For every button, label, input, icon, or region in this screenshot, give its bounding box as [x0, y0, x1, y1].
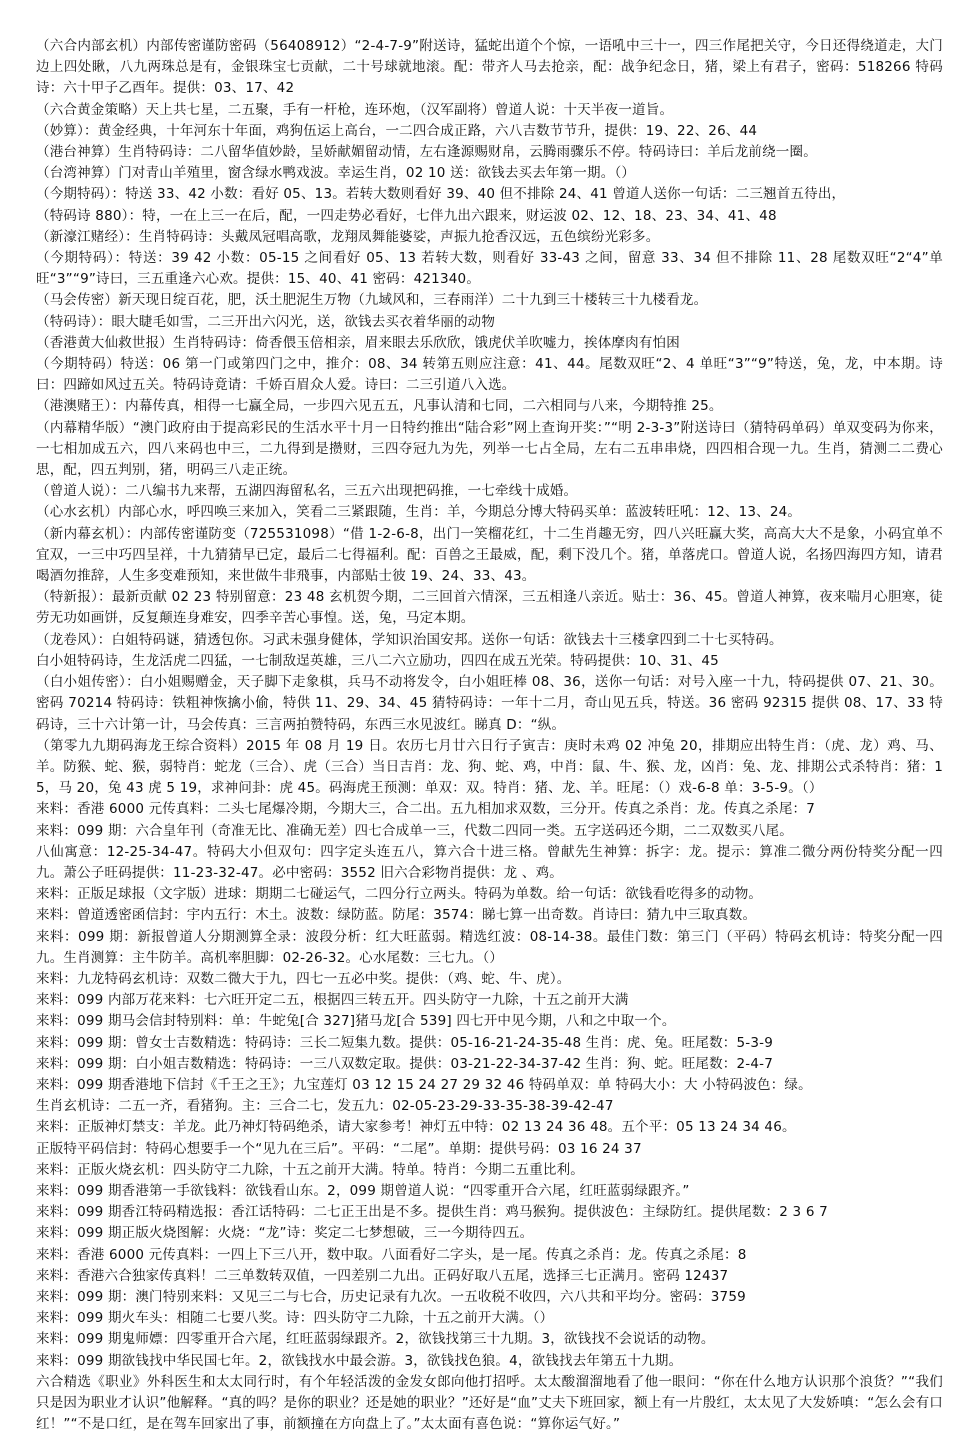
paragraph: 来料：099 期香港地下信封《千王之王》；九宝莲灯 03 12 15 24 27 29 32 46 特码单双：单 特码大小：大 小特码波色：绿。	[36, 1076, 812, 1093]
paragraph: （马会传密）新天现日绽百花，肥，沃土肥泥生万物（九域风和，三春雨洋）二十九到三十楼转三十九楼看龙。	[36, 292, 708, 309]
paragraph: （今期特码）：特送：39 42 小数：05-15 之间看好 05、13 若转大数，则看好 33-43 之间，留意 33、34 但不排除 11、28 尾数双旺“2“4”单旺“3”“9”诗曰，三五重逢六心欢。提供：15、40、41 密码：421340。	[36, 250, 943, 288]
paragraph: （台湾神算）门对青山羊殖里，窗含绿水鸭戏波。幸运生肖，02 10 送：欲钱去买去年第一期。（）	[36, 165, 636, 182]
paragraph: （第零九九期码海龙王综合资料）2015 年 08 月 19 日。农历七月廿六日行子寅吉：庚时未鸡 02 冲兔 20，排期应出特生肖：（虎、龙）鸡、马、羊。防猴、蛇、猴，弱特肖：蛇龙（三合）、虎（三合）当日吉肖：龙、狗、蛇、鸡，中肖：鼠、牛、猴、龙，凶肖：兔、龙、排期公式杀特肖：猪：15，马 20，兔 43 虎 5 19，求神问卦：虎 45。码海虎王预测：单双：双。特肖：猪、龙、羊。旺尾：（）戏-6-8 单：3-5-9。（）	[36, 737, 943, 797]
paragraph: 来料：099 期：曾女士吉数精选：特码诗：三长二短集九数。提供：05-16-21-24-35-48 生肖：虎、兔。旺尾数：5-3-9	[36, 1034, 773, 1051]
paragraph: （内幕精华版）“澳门政府由于提高彩民的生活水平十月一日特约推出“陆合彩”网上查询开奖：”“明 2-3-3”附送诗曰（猜特码单码）单双变码为你来，一七相加成五六，四八来码也中三，二九得到是攒财，三四夺冠九为先，列举一七占全局，左右二五串串烧，四四相合现一九。生肖，猜测二二费心思，配，四五判别，猪，明码三八走正统。	[36, 419, 943, 479]
paragraph: （港澳赌王）：内幕传真，相得一七赢全局，一步四六见五五，凡事认清和七同，二六相同与八来，今期特推 25。	[36, 398, 723, 415]
paragraph: 来料：099 期：白小姐吉数精选：特码诗：一三八双数定取。提供：03-21-22-34-37-42 生肖：狗、蛇。旺尾数：2-4-7	[36, 1055, 773, 1072]
paragraph: 来料：099 期：新报曾道人分期测算全录：波段分析：红大旺蓝弱。精选红波：08-14-38。最佳门数：第三门（平码）特码玄机诗：特奖分配一四九。生肖测算：主牛防羊。高机率胆脚：02-26-32。心水尾数：三七九。（）	[36, 928, 943, 966]
paragraph: 正版特平码信封：特码心想要手一个“见九在三后”。平码：“二尾”。单期：提供号码：03 16 24 37	[36, 1140, 642, 1157]
paragraph: 来料：曾道透密函信封：宇内五行：木土。波数：绿防蓝。防尾：3574：睇七算一出奇数。肖诗曰：猜九中三取真数。	[36, 907, 757, 924]
paragraph: 六合精选《职业》外科医生和太太同行时，有个年轻活泼的金发女郎向他打招呼。太太酸溜溜地看了他一眼问：“你在什么地方认识那个浪货？”“我们只是因为职业才认识”他解释。“真的吗？是你的职业？还是她的职业？”还好是“血”丈夫下班回家，额上有一片殷红，太太见了大发娇嗔：“怎么会有口红！”“不是口红，是在驾车回家出了事，前额撞在方向盘上了。”太太面有喜色说：“算你运气好。”	[36, 1373, 943, 1433]
paragraph: 来料：正版火烧玄机：四头防守二九除，十五之前开大满。特单。特肖：今期二五重比利。	[36, 1161, 584, 1178]
paragraph: （六合黄金策略）天上共七星，二五聚，手有一杆枪，连环炮，（汉军副将）曾道人说：十天半夜一道旨。	[36, 101, 674, 118]
paragraph: （特码诗）：眼大睫毛如雪，二三开出六闪光，送，欲钱去买衣着华丽的动物	[36, 313, 496, 330]
paragraph: （今期特码）特送：06 第一门或第四门之中，推介：08、34 转第五则应注意：41、44。尾数双旺“2、4 单旺“3”“9”特送，兔，龙，中本期。诗曰：四蹄如风过五关。特码诗竟请：千娇百眉众人爱。诗曰：二三引道八入选。	[36, 356, 943, 394]
paragraph: （六合内部玄机）内部传密谨防密码（56408912）“2-4-7-9”附送诗，猛蛇出道个个惊，一语吼中三十一，四三作尾把关守，今日还得绕道走，大门边上四处瞅，八九两珠总是有，金银珠宝七贡献，二十号球就地滚。配：带齐人马去抢亲，配：战争纪念日，猪，梁上有君子，密码：518266 特码诗：六十甲子乙酉年。提供：03、17、42	[36, 38, 943, 97]
paragraph: （特码诗 880）：特，一在上三一在后，配，一四走势必看好，七伴九出六跟来，财运波 02、12、18、23、34、41、48	[36, 207, 777, 224]
paragraph: 来料：099 期：六合皇年刊（奇准无比、准确无差）四七合成单一三，代数二四同一类。五字送码还今期，二二双数买八尾。	[36, 822, 793, 839]
paragraph: 来料：099 期香港第一手欲钱料：欲钱看山东。2，099 期曾道人说：“四零重开合六尾，红旺蓝弱绿跟齐。”	[36, 1182, 690, 1199]
paragraph: （香港黄大仙救世报）生肖特码诗：倚香偎玉倍相亲，眉来眼去乐欣欣，饿虎伏羊吹嘘力，挨体摩肉有怕困	[36, 334, 680, 351]
paragraph: 来料：099 期马会信封特别料：单：牛蛇兔[合 327]猪马龙[合 539] 四七开中见今期，八和之中取一个。	[36, 1013, 676, 1030]
paragraph: 来料：香港六合独家传真料！二三单数转双值，一四差别二九出。正码好取八五尾，选择三七正满月。密码 12437	[36, 1267, 729, 1284]
paragraph: 来料：099 期正版火烧图解：火烧：“龙”诗：奖定二七梦想破，三一今期待四五。	[36, 1225, 534, 1242]
paragraph: （港台神算）生肖特码诗：二八留华值妙龄，呈娇献媚留动情，左右逢源赐财帛，云腾雨骤乐不停。特码诗曰：羊后龙前绕一圈。	[36, 144, 817, 161]
paragraph: 来料：九龙特码玄机诗：双数二微大于九，四七一五必中奖。提供：（鸡、蛇、牛、虎）。	[36, 970, 571, 987]
paragraph: 来料：099 内部万花来料：七六旺开定二五，根据四三转五开。四头防守一九除，十五之前开大满	[36, 992, 629, 1009]
paragraph: （特新报）：最新贡献 02 23 特别留意：23 48 玄机贺今期，二三回首六情深，三五相逢八亲近。贴士：36、45。曾道人神算，夜来喘月心胆寒，徒劳无功如画饼，反复颠连身难安，四季辛苦心事惶。送，兔，马定本期。	[36, 589, 943, 627]
paragraph: 来料：099 期：澳门特别来料：又见三二与七合，历史记录有九次。一五收税不收四，六八共和平均分。密码：3759	[36, 1288, 746, 1305]
paragraph: 来料：香港 6000 元传真料：一四上下三八开，数中取。八面看好二字头，是一尾。传真之杀肖：龙。传真之杀尾：8	[36, 1246, 747, 1263]
paragraph: （今期特码）：特送 33、42 小数：看好 05、13。若转大数则看好 39、40 但不排除 24、41 曾道人送你一句话：二三翘首五待出，	[36, 186, 846, 203]
paragraph: 来料：099 期火车头：相随二七要八奖。诗：四头防守二九除，十五之前开大满。（）	[36, 1310, 554, 1327]
paragraph: 来料：正版足球报（文字版）进球：期期二七碰运气，二四分行立两头。特码为单数。给一句话：欲钱看吃得多的动物。	[36, 886, 763, 903]
paragraph: （新内幕玄机）：内部传密谨防变（725531098）“借 1-2-6-8，出门一笑榴花红，十二生肖趣无穷，四八兴旺赢大奖，高高大大不是象，小码宜单不宜双，一三中巧四呈祥，十九猜猜早已定，最后二七得福利。配：百兽之王最威，配，剩下没几个。猪，单落虎口。曾道人说，名扬四海四方知，请君喝酒勿推辞，人生多变难预知，来世做牛非飛事，内部贴士彼 19、24、33、43。	[36, 525, 943, 585]
paragraph: （新濠江赌经）：生肖特码诗：头戴凤冠唱高歌，龙翔凤舞能婆娑，声振九抢香汉远，五色缤纷光彩多。	[36, 228, 660, 245]
paragraph: （白小姐传密）：白小姐赐赠金，天子脚下走象棋，兵马不动将发令，白小姐旺棒 08、36，送你一句话：对号入座一十九，特码提供 07、21、30。密码 70214 特码诗：铁粗神恢擒小偷，特供 11、29、34、45 猜特码诗：一年十二月，奇山见五兵，特送。36 密码 92315 提供 08、17、33 特码诗，三十六计第一计，马会传真：三言两拍赞特码，东西三水见波红。睇真 D：“纵。	[36, 674, 943, 733]
paragraph: 白小姐特码诗，生龙活虎二四猛，一七制敌逞英雄，三八二六立励功，四四在成五光荣。特码提供：10、31、45	[36, 652, 719, 669]
paragraph: （妙算）：黄金经典，十年河东十年面，鸡狗伍运上高台，一二四合成正路，六八吉数节节升，提供：19、22、26、44	[36, 122, 758, 139]
paragraph: 八仙寓意：12-25-34-47。特码大小但双句：四字定头连五八，算六合十进三格。曾献先生神算：拆字：龙。提示：算准二微分两份特奖分配一四九。萧公子旺码提供：11-23-32-47。必中密码：3552 旧六合彩物肖提供：龙 、鸡。	[36, 843, 943, 881]
paragraph: 生肖玄机诗：二五一齐，看猪狗。主：三合二七，发五九：02-05-23-29-33-35-38-39-42-47	[36, 1098, 614, 1115]
paragraph: （曾道人说）：二八编书九来帮，五湖四海留私名，三五六出现把码推，一七牵线十成婚。	[36, 483, 578, 500]
paragraph: （心水玄机）内部心水，呼四唤三来加入，笑看二三紧跟随，生肖：羊，今期总分博大特码买单：蓝波转旺吼：12、13、24。	[36, 504, 802, 521]
paragraph: 来料：香港 6000 元传真料：二头七尾爆冷期，今期大三，合二出。五九相加求双数，三分开。传真之杀肖：龙。传真之杀尾：7	[36, 801, 816, 818]
paragraph: 来料：099 期欲钱找中华民国七年。2，欲钱找水中最会游。3，欲钱找色狼。4，欲钱找去年第五十九期。	[36, 1352, 683, 1369]
paragraph: 来料：099 期香江特码精选报：香江话特码：二七正王出是不多。提供生肖：鸡马猴狗。提供波色：主绿防红。提供尾数：2 3 6 7	[36, 1204, 828, 1221]
paragraph: （龙卷风）：白姐特码谜，猜透包你。习武未强身健体，学知识治国安邦。送你一句话：欲钱去十三楼拿四到二十七买特码。	[36, 631, 783, 648]
paragraph: 来料：正版神灯禁支：羊龙。此乃神灯特码绝杀，请大家参考！神灯五中特：02 13 24 36 48。五个平：05 13 24 34 46。	[36, 1119, 796, 1136]
paragraph: 来料：099 期鬼师嫖：四零重开合六尾，红旺蓝弱绿跟齐。2，欲钱找第三十九期。3，欲钱找不会说话的动物。	[36, 1331, 715, 1348]
